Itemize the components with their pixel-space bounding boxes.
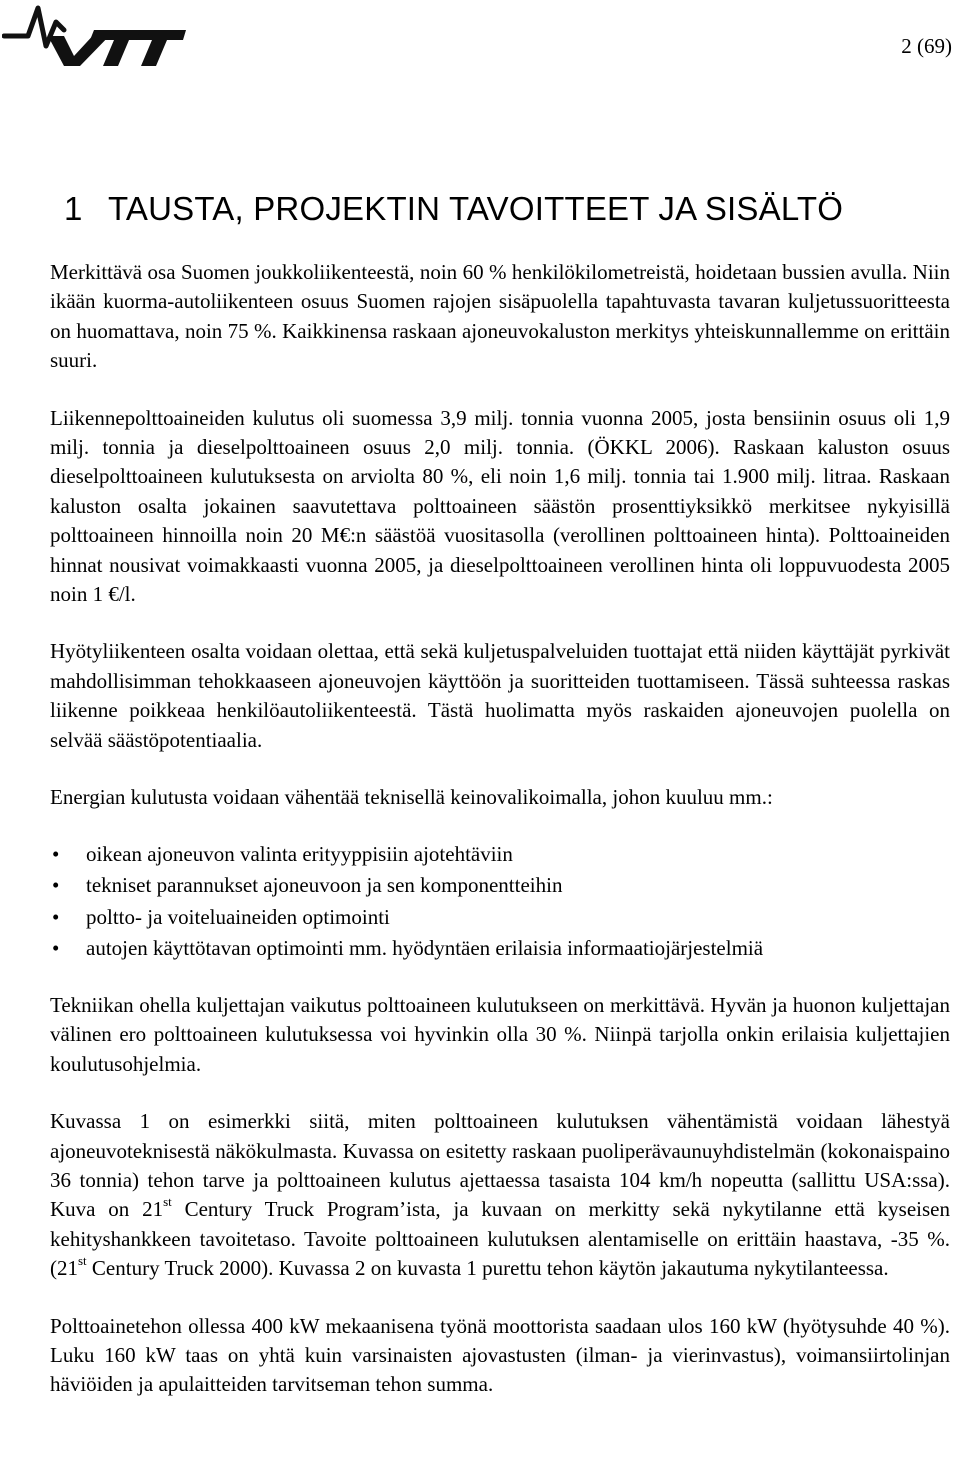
- section-title: TAUSTA, PROJEKTIN TAVOITTEET JA SISÄLTÖ: [108, 190, 844, 227]
- paragraph: Merkittävä osa Suomen joukkoliikenteestä, noin 60 % henkilökilometreistä, hoidetaan bussien avulla. Niin ikään kuorma-autoliikenteen osuus Suomen rajojen sisäpuolella tapahtuvasta tavaran kuljetussuoritteesta on huomattava, noin 75 %. Kaikkinensa raskaan ajoneuvokaluston merkitys yhteiskunnallemme on erittäin suuri.: [50, 260, 950, 373]
- paragraph: Tekniikan ohella kuljettajan vaikutus polttoaineen kulutukseen on merkittävä. Hyvän ja huonon kuljettajan välinen ero polttoaineen kulutuksessa voi hyvinkin olla 30 %. Niinpä tarjolla onkin erilaisia kuljettajien koulutusohjelmia.: [50, 992, 950, 1076]
- list-item: • poltto- ja voiteluaineiden optimointi: [50, 902, 950, 934]
- paragraph: Polttoainetehon ollessa 400 kW mekaanisena työnä moottorista saadaan ulos 160 kW (hyötysuhde 40 %). Luku 160 kW taas on yhtä kuin varsinaisten ajovastusten (ilman- ja vierinvastus), voimansiirtolinjan häviöiden ja apulaitteiden tarvitseman tehon summa.: [50, 1313, 950, 1397]
- bullet-icon: •: [52, 904, 60, 929]
- section-heading: [64, 190, 843, 228]
- measures-list: [50, 839, 950, 965]
- list-item: • tekniset parannukset ajoneuvoon ja sen komponentteihin: [50, 870, 950, 902]
- bullet-icon: •: [52, 873, 60, 898]
- paragraph: Hyötyliikenteen osalta voidaan olettaa, että sekä kuljetuspalveluiden tuottajat että niiden käyttäjät pyrkivät mahdollisimman tehokkaaseen ajoneuvojen käyttöön ja suoritteiden tuottamiseen. Tässä suhteessa raskas liikenne poikkeaa henkilöautoliikenteestä. Tästä huolimatta myös raskaiden ajoneuvojen puolella on selvää säästöpotentiaalia.: [50, 639, 950, 752]
- body-text: [50, 258, 950, 1400]
- section-number: 1: [64, 190, 83, 227]
- logo-letter-t2: [136, 30, 186, 66]
- bullet-icon: •: [52, 841, 60, 866]
- page-number: 2 (69): [901, 34, 952, 58]
- vtt-logo: [2, 0, 192, 70]
- list-item: • autojen käyttötavan optimointi mm. hyödyntäen erilaisia informaatiojärjestelmiä: [50, 933, 950, 965]
- paragraph: Liikennepolttoaineiden kulutus oli suomessa 3,9 milj. tonnia vuonna 2005, josta bensiinin osuus oli 1,9 milj. tonnia ja dieselpolttoaineen osuus 2,0 milj. tonnia. (ÖKKL 2006). Raskaan kaluston osuus dieselpolttoaineen kulutuksesta on arviolta 80 %, eli noin 1,6 milj. tonnia tai 1.900 milj. litraa. Raskaan kaluston osalta jokainen saavutettava polttoaineen säästön prosenttiyksikkö merkitsee nykyisillä polttoaineen hinnoilla noin 20 M€:n säästöä vuositasolla (verollinen polttoaineen hinta). Polttoaineiden hinnat nousivat voimakkaasti vuonna 2005, ja dieselpolttoaineen verollinen hinta oli loppuvuodesta 2005 noin 1 €/l.: [50, 405, 950, 607]
- list-item: • oikean ajoneuvon valinta erityyppisiin ajotehtäviin: [50, 839, 950, 871]
- bullet-icon: •: [52, 936, 60, 961]
- paragraph: Energian kulutusta voidaan vähentää teknisellä keinovalikoimalla, johon kuuluu mm.:: [50, 785, 773, 810]
- paragraph: Kuvassa 1 on esimerkki siitä, miten polttoaineen kulutuksen vähentämistä voidaan lähestyä ajoneuvoteknisestä näkökulmasta. Kuvassa on esitetty raskaan puoliperävaunuyhdistelmän (kokonaispaino 36 tonnia) tehon tarve ja polttoaineen kulutus ajettaessa tasaista 104 km/h nopeutta (sallittu USA:ssa). Kuva on 21st Century Truck Program’ista, ja kuvaan on merkitty sekä nykytilanne että kyseisen kehityshankkeen tavoitetaso. Tavoite polttoaineen kulutuksen alentamiselle on erittäin haastava, -35 %. (21st Century Truck 2000). Kuvassa 2 on kuvasta 1 purettu tehon käytön jakautuma nykytilanteessa.: [50, 1109, 950, 1281]
